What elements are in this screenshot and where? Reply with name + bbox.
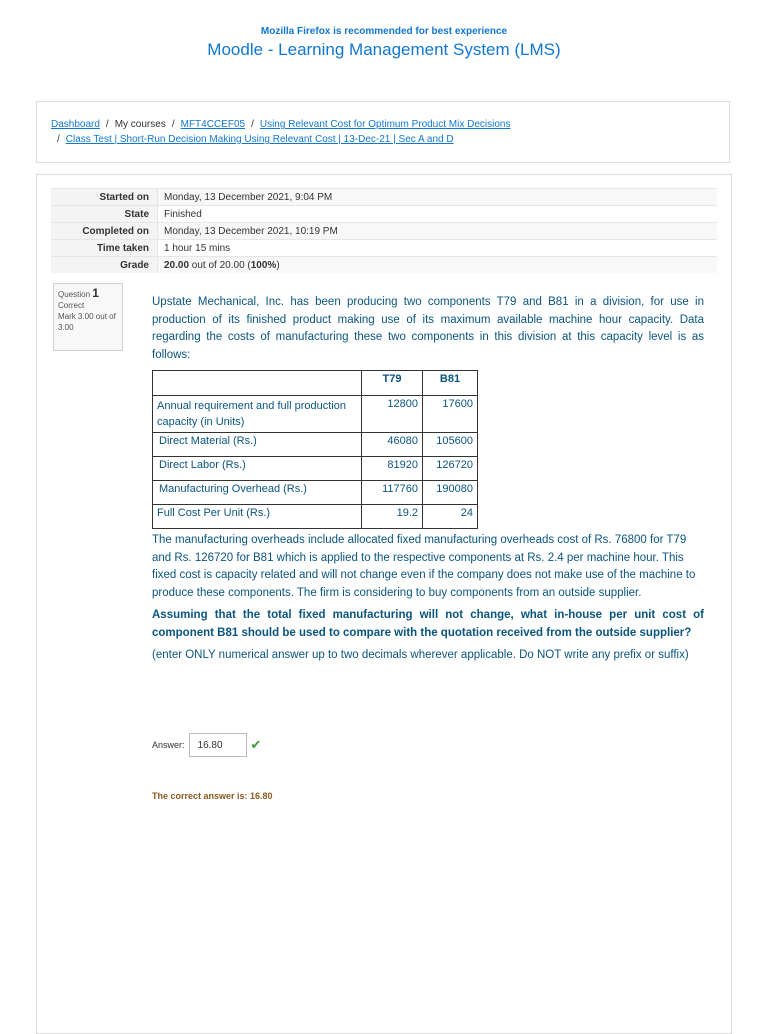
summary-label: Completed on	[51, 223, 158, 240]
cost-table-cell: 126720	[423, 457, 478, 481]
site-title: Moodle - Learning Management System (LMS)	[207, 40, 561, 59]
question-info-box	[53, 283, 123, 351]
summary-label: State	[51, 206, 158, 223]
grade-label: Grade	[51, 257, 158, 274]
cost-table-cell: 46080	[362, 433, 423, 457]
cost-table-row	[153, 396, 478, 433]
cost-table-header	[153, 371, 362, 396]
cost-table-row	[153, 481, 478, 505]
cost-table-header-row	[153, 371, 478, 396]
grade-score: 20.00	[164, 259, 190, 271]
cost-data-table	[152, 370, 478, 529]
cost-table-header: T79	[362, 371, 423, 396]
breadcrumb-separator: /	[57, 134, 60, 145]
answer-label: Answer:	[152, 740, 185, 750]
question-mark: Mark 3.00 out of 3.00	[58, 312, 116, 332]
cost-table-cell: 117760	[362, 481, 423, 505]
summary-label: Time taken	[51, 240, 158, 257]
breadcrumb-separator: /	[105, 119, 109, 130]
summary-value: 1 hour 15 mins	[158, 240, 718, 257]
attempt-summary-table	[51, 188, 717, 273]
answer-input[interactable]	[189, 733, 247, 757]
question-state: Correct	[58, 301, 85, 310]
cost-table-label: Manufacturing Overhead (Rs.)	[153, 481, 362, 505]
browser-recommendation-note: Mozilla Firefox is recommended for best experience	[260, 26, 508, 37]
cost-table-label: Direct Material (Rs.)	[153, 433, 362, 457]
cost-table-cell: 81920	[362, 457, 423, 481]
summary-row-grade	[51, 257, 717, 274]
answer-row	[152, 733, 261, 757]
summary-row	[51, 240, 717, 257]
cost-table-cell: 190080	[423, 481, 478, 505]
cost-table-header: B81	[423, 371, 478, 396]
cost-table-cell: 17600	[423, 396, 478, 433]
check-icon: ✔	[250, 737, 262, 752]
breadcrumb-separator: /	[171, 119, 175, 130]
summary-row	[51, 206, 717, 223]
cost-table-cell: 19.2	[362, 505, 423, 529]
cost-table-label: Annual requirement and full production capacity (in Units)	[153, 396, 362, 433]
breadcrumb-dashboard-link[interactable]: Dashboard	[51, 119, 100, 130]
question-body	[152, 532, 704, 665]
question-intro: Upstate Mechanical, Inc. has been producing two components T79 and B81 in a division, for use in production of its finished product making use of its maximum available machine hour capacity. Data regarding the costs of manufacturing these two components in this division at this capacity level is as follows:	[152, 296, 704, 361]
breadcrumb-quiz-link[interactable]: Class Test | Short-Run Decision Making Using Relevant Cost | 13-Dec-21 | Sec A and D	[65, 134, 454, 145]
question-number	[58, 288, 118, 300]
summary-value: Monday, 13 December 2021, 10:19 PM	[158, 223, 718, 240]
cost-table-label: Direct Labor (Rs.)	[153, 457, 362, 481]
question-prefix: Question	[58, 290, 91, 299]
grade-percent: 100%	[250, 259, 277, 271]
question-paragraph: The manufacturing overheads include allocated fixed manufacturing overheads cost of Rs. 76800 for T79 and Rs. 126720 for B81 which is applied to the respective components at Rs. 2.4 per machine hour. This fixed cost is capacity related and will not change even if the company does not make use of the machine to produce these components. The firm is considering to buy components from an outside supplier.	[152, 534, 696, 599]
breadcrumb	[36, 101, 730, 163]
summary-value: Monday, 13 December 2021, 9:04 PM	[158, 189, 718, 206]
breadcrumb-section-link[interactable]: Using Relevant Cost for Optimum Product Mix Decisions	[259, 119, 511, 130]
grade-value	[158, 257, 718, 274]
cost-table-row	[153, 457, 478, 481]
cost-table-cell: 105600	[423, 433, 478, 457]
breadcrumb-my-courses: My courses	[114, 119, 166, 130]
grade-rest: out of 20.00 (	[189, 259, 251, 271]
grade-close: )	[276, 259, 280, 271]
summary-row	[51, 223, 717, 240]
breadcrumb-course-link[interactable]: MFT4CCEF05	[180, 119, 246, 130]
summary-label: Started on	[51, 189, 158, 206]
quiz-review-panel	[36, 174, 732, 1034]
breadcrumb-separator: /	[251, 119, 254, 130]
summary-value: Finished	[158, 206, 718, 223]
question-text	[152, 294, 704, 364]
question-prompt: Assuming that the total fixed manufacturing will not change, what in-house per unit cost of component B81 should be used to compare with the quotation received from the outside supplier?	[152, 609, 704, 639]
cost-table-cell: 12800	[362, 396, 423, 433]
cost-table-row	[153, 505, 478, 529]
cost-table-label: Full Cost Per Unit (Rs.)	[153, 505, 362, 529]
cost-table-row	[153, 433, 478, 457]
cost-table-cell: 24	[423, 505, 478, 529]
question-number-value: 1	[92, 286, 99, 300]
correct-answer-feedback: The correct answer is: 16.80	[152, 791, 273, 801]
question-instruction: (enter ONLY numerical answer up to two decimals wherever applicable. Do NOT write any prefix or suffix)	[152, 649, 689, 661]
summary-row	[51, 189, 717, 206]
